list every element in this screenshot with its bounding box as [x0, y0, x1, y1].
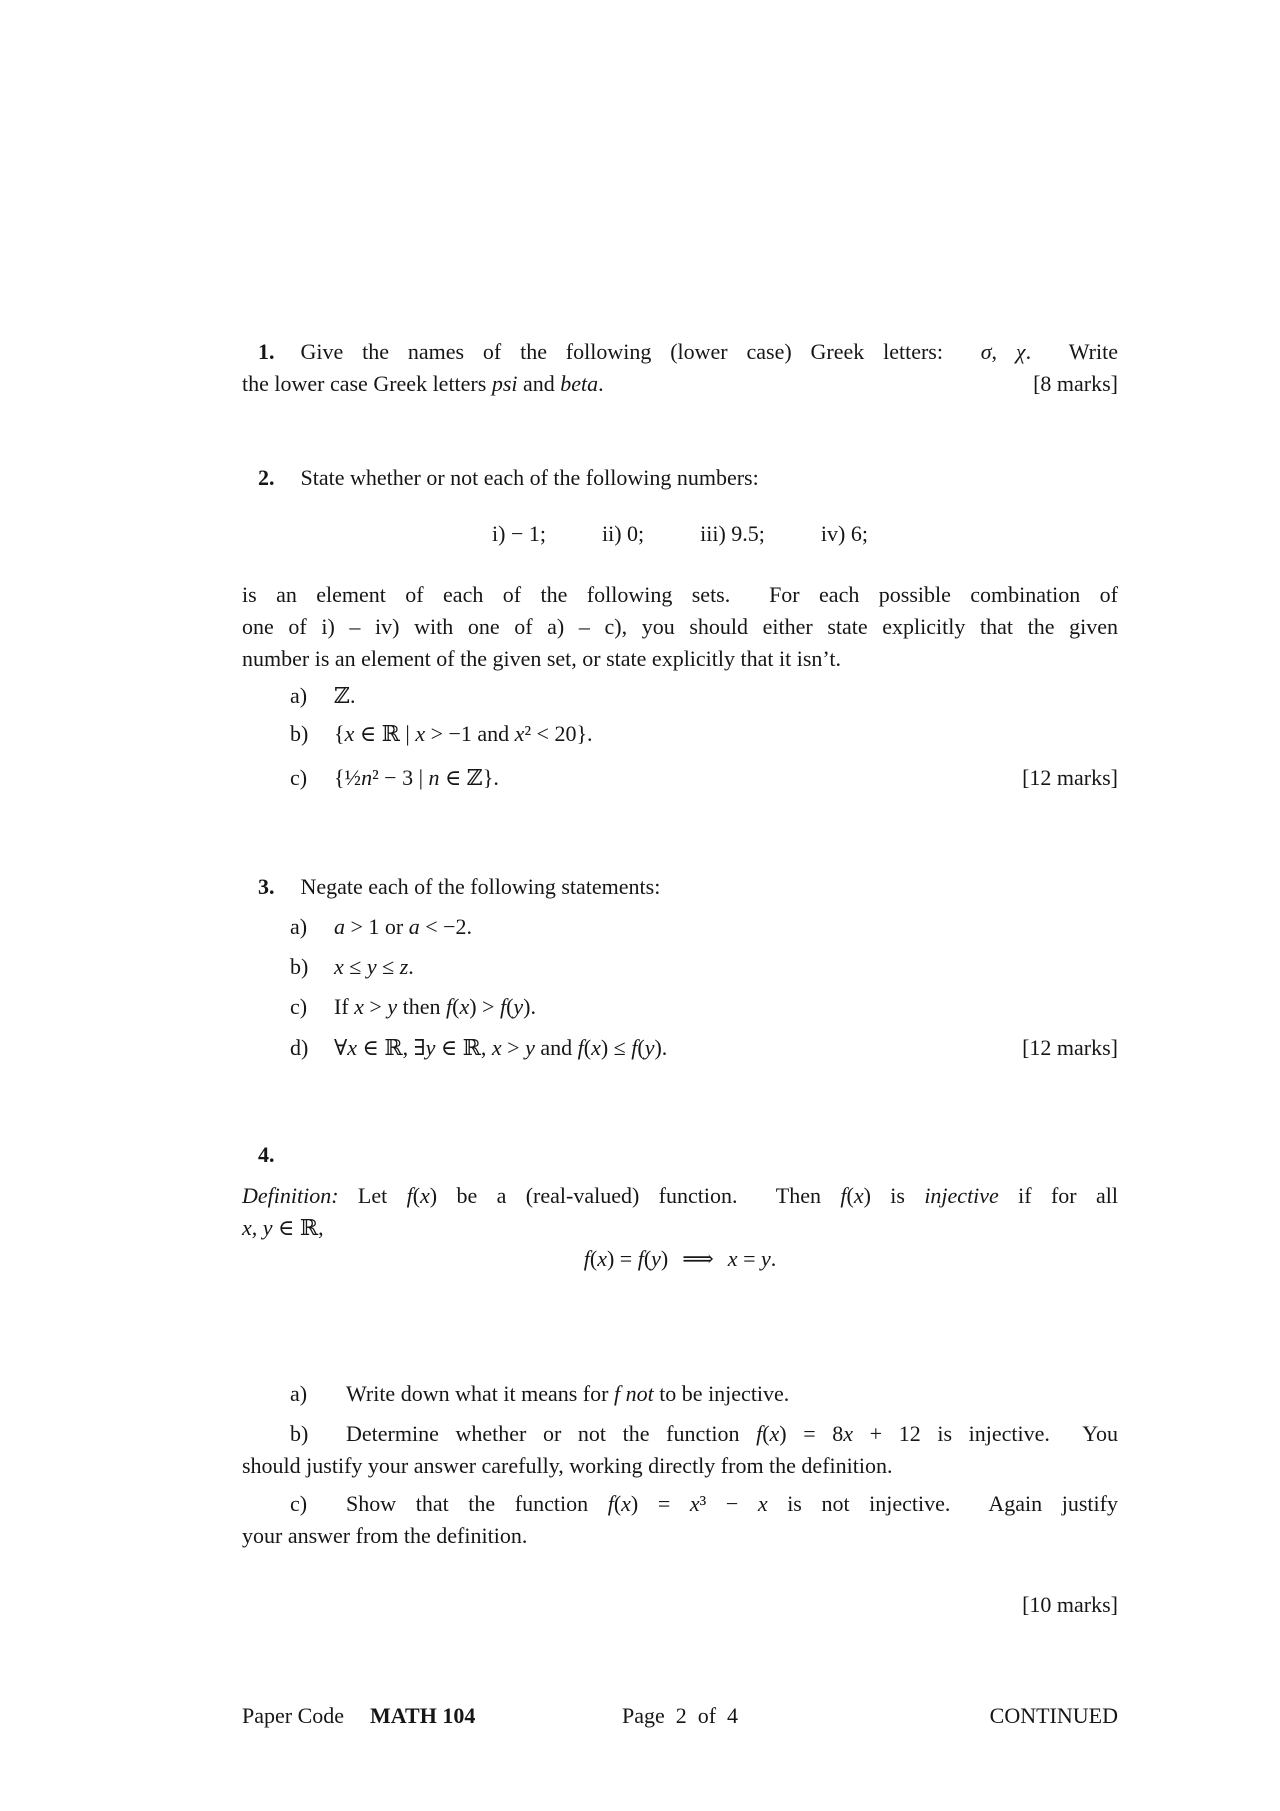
- page-indicator: Page 2 of 4: [621, 1703, 739, 1728]
- question-3-item-d: [242, 1032, 1118, 1064]
- item-text: [346, 1418, 1118, 1450]
- text-run: then: [397, 994, 446, 1019]
- text-run: f: [631, 1035, 638, 1060]
- item-text: [346, 1378, 1118, 1410]
- text-run: f: [577, 1035, 584, 1060]
- text-run: is not injective. Again justify: [767, 1491, 1118, 1516]
- text-run: and: [534, 1035, 578, 1060]
- text-run: y: [644, 1035, 655, 1060]
- question-3-item-a: [242, 911, 1118, 943]
- text-run: x: [491, 1035, 502, 1060]
- text-run: x: [334, 954, 344, 979]
- text-run: State whether or not each of the following numbers:: [300, 465, 759, 490]
- question-3-item-c: [242, 991, 1118, 1023]
- text-run: ² − 3 |: [372, 765, 429, 790]
- text-run: ) ≤: [600, 1035, 632, 1060]
- text-run: not: [625, 1381, 654, 1406]
- text-run: f: [446, 994, 453, 1019]
- question-1-marks-badge: [8 marks]: [1033, 371, 1118, 396]
- text-run: (: [506, 994, 514, 1019]
- text-run: 3.: [258, 874, 275, 899]
- text-run: ⟹: [682, 1246, 714, 1271]
- question-4-item-c-line-2: [242, 1520, 1118, 1552]
- item-label: c): [290, 994, 308, 1019]
- question-2-number-list: [242, 518, 1118, 550]
- text-run: ii) 0;: [601, 521, 645, 546]
- text-run: If: [334, 994, 355, 1019]
- text-run: (: [643, 1246, 652, 1271]
- text-run: f: [406, 1183, 413, 1208]
- text-run: x: [621, 1491, 631, 1516]
- text-run: + 12 is injective. You: [853, 1421, 1118, 1446]
- text-run: 1.: [258, 339, 275, 364]
- question-4-equation: [242, 1243, 1118, 1275]
- text-run: iii) 9.5;: [700, 521, 765, 546]
- text-run: y: [760, 1246, 771, 1271]
- text-run: f: [637, 1246, 644, 1271]
- item-label: b): [290, 721, 309, 746]
- text-run: x: [415, 721, 426, 746]
- text-run: ∈ ℝ, ∃: [357, 1035, 426, 1060]
- item-label: a): [290, 683, 308, 708]
- text-run: ∈ ℤ}.: [439, 765, 499, 790]
- item-text: [334, 718, 1118, 750]
- text-run: x: [727, 1246, 738, 1271]
- text-run: ) =: [606, 1246, 638, 1271]
- question-2-item-b: [242, 718, 1118, 750]
- item-text: [334, 680, 1118, 712]
- text-run: .: [408, 954, 414, 979]
- text-run: (: [637, 1035, 645, 1060]
- question-2-para-line-3: [242, 643, 1118, 675]
- text-run: σ: [980, 339, 992, 364]
- text-run: {½: [334, 765, 362, 790]
- text-run: (: [583, 1035, 592, 1060]
- text-run: x: [420, 1183, 430, 1208]
- text-run: ,: [991, 339, 1016, 364]
- text-run: (: [762, 1421, 770, 1446]
- paper-code-value: MATH 104: [370, 1703, 476, 1728]
- text-run: Determine whether or not the function: [346, 1421, 757, 1446]
- text-run: f: [840, 1183, 847, 1208]
- text-run: χ: [1015, 339, 1026, 364]
- text-run: 4.: [258, 1142, 275, 1167]
- text-run: > −1 and: [425, 721, 515, 746]
- question-4-marks-badge: [10 marks]: [1022, 1592, 1118, 1617]
- question-2-marks-badge: [12 marks]: [1022, 765, 1118, 790]
- text-run: ∈ ℝ,: [435, 1035, 492, 1060]
- text-run: a: [334, 914, 345, 939]
- item-text: [346, 1488, 1118, 1520]
- item-label: a): [290, 1381, 308, 1406]
- question-4-item-b-line-1: [242, 1418, 1118, 1450]
- text-run: beta: [560, 371, 599, 396]
- text-run: number is an element of the given set, or state explicitly that it isn’t.: [242, 646, 841, 671]
- question-3-heading: [242, 871, 1118, 903]
- text-run: psi: [491, 371, 518, 396]
- question-2-item-c: [242, 762, 1118, 794]
- text-run: should justify your answer carefully, working directly from the definition.: [242, 1453, 893, 1478]
- paper-code: [242, 1700, 475, 1732]
- text-run: .: [770, 1246, 777, 1271]
- text-run: Write down what it means for: [346, 1381, 614, 1406]
- text-run: iv) 6;: [820, 521, 868, 546]
- text-run: a: [408, 914, 420, 939]
- text-run: x: [344, 721, 355, 746]
- question-4-number: [242, 1139, 1118, 1171]
- text-run: to be injective.: [653, 1381, 790, 1406]
- item-label: a): [290, 914, 308, 939]
- text-run: Let: [338, 1183, 407, 1208]
- question-4-item-a: [242, 1378, 1118, 1410]
- text-run: f: [499, 994, 507, 1019]
- text-run: > 1 or: [345, 914, 409, 939]
- text-run: .: [598, 371, 604, 396]
- question-2-para-line-1: [242, 579, 1118, 611]
- text-run: x: [757, 1491, 768, 1516]
- question-2-para-line-2: [242, 611, 1118, 643]
- question-2-heading: [242, 462, 1118, 494]
- text-run: ) is: [863, 1183, 925, 1208]
- text-run: injective: [924, 1183, 999, 1208]
- text-run: z: [399, 954, 409, 979]
- text-run: y: [366, 954, 377, 979]
- item-label: b): [290, 1421, 309, 1446]
- question-2-item-a: [242, 680, 1118, 712]
- text-run: y: [513, 994, 524, 1019]
- text-run: >: [363, 994, 388, 1019]
- text-run: x: [769, 1421, 780, 1446]
- text-run: (: [613, 1491, 622, 1516]
- text-run: your answer from the definition.: [242, 1523, 528, 1548]
- question-3-marks-badge: [12 marks]: [1022, 1035, 1118, 1060]
- question-4-definition-line-1: [242, 1180, 1118, 1212]
- text-run: y: [425, 1035, 436, 1060]
- text-run: i) − 1;: [492, 521, 546, 546]
- text-run: ) = 8: [779, 1421, 844, 1446]
- text-run: n: [361, 765, 373, 790]
- text-run: ).: [523, 994, 536, 1019]
- text-run: . Write: [1025, 339, 1118, 364]
- text-run: and: [517, 371, 561, 396]
- question-4-definition-line-2: [242, 1212, 1118, 1244]
- text-run: (: [589, 1246, 598, 1271]
- item-text: [334, 911, 1118, 943]
- text-run: x: [354, 994, 364, 1019]
- text-run: (: [846, 1183, 854, 1208]
- item-text: [334, 762, 1002, 794]
- continued-label: CONTINUED: [989, 1703, 1118, 1728]
- text-run: ): [660, 1246, 669, 1271]
- question-4-item-c-line-1: [242, 1488, 1118, 1520]
- text-run: {: [334, 721, 345, 746]
- text-run: ∀: [334, 1035, 348, 1060]
- item-text: [334, 991, 1118, 1023]
- text-run: y: [651, 1246, 661, 1271]
- text-run: ) >: [469, 994, 500, 1019]
- paper-code-label: Paper Code: [242, 1703, 345, 1728]
- text-run: 2.: [258, 465, 275, 490]
- text-run: ³ −: [699, 1491, 758, 1516]
- text-run: ) =: [630, 1491, 690, 1516]
- text-run: (: [412, 1183, 421, 1208]
- text-run: f: [607, 1491, 614, 1516]
- text-run: ) be a (real-valued) function. Then: [429, 1183, 841, 1208]
- text-run: n: [428, 765, 440, 790]
- text-run: is an element of each of the following sets. For each possible combination of: [242, 582, 1118, 607]
- text-run: x: [853, 1183, 864, 1208]
- text-run: >: [501, 1035, 526, 1060]
- text-run: x, y: [242, 1215, 273, 1240]
- text-run: if for all: [998, 1183, 1118, 1208]
- text-run: ∈ ℝ |: [354, 721, 416, 746]
- text-run: ² < 20}.: [524, 721, 593, 746]
- text-run: f: [756, 1421, 763, 1446]
- text-run: one of i) – iv) with one of a) – c), you should either state explicitly that the given: [242, 614, 1118, 639]
- item-label: d): [290, 1035, 309, 1060]
- text-run: x: [459, 994, 470, 1019]
- item-label: c): [290, 1491, 308, 1516]
- text-run: y: [387, 994, 398, 1019]
- text-run: ∈ ℝ,: [272, 1215, 324, 1240]
- text-run: y: [525, 1035, 535, 1060]
- text-run: ).: [654, 1035, 668, 1060]
- text-run: f: [613, 1381, 621, 1406]
- question-4-item-b-line-2: [242, 1450, 1118, 1482]
- question-4-marks-line: [242, 1589, 1118, 1621]
- text-run: f: [583, 1246, 590, 1271]
- item-label: b): [290, 954, 309, 979]
- item-text: [334, 951, 1118, 983]
- text-run: (: [452, 994, 460, 1019]
- text-run: x: [689, 1491, 700, 1516]
- text-run: the lower case Greek letters: [242, 371, 492, 396]
- text-run: Show that the function: [346, 1491, 608, 1516]
- text-run: ℤ.: [334, 683, 356, 708]
- question-3-item-b: [242, 951, 1118, 983]
- text-run: Negate each of the following statements:: [300, 874, 661, 899]
- text-run: Give the names of the following (lower case) Greek letters:: [300, 339, 981, 364]
- text-run: x: [347, 1035, 358, 1060]
- item-label: c): [290, 765, 308, 790]
- item-text: [334, 1032, 1002, 1064]
- text-run: ≤: [376, 954, 400, 979]
- question-1-line-2: [242, 368, 1118, 400]
- text-run: x: [591, 1035, 601, 1060]
- question-1-line-2-text: [242, 368, 1013, 400]
- text-run: x: [597, 1246, 607, 1271]
- question-1-line-1: [242, 336, 1118, 368]
- text-run: Definition:: [242, 1183, 339, 1208]
- text-run: =: [737, 1246, 761, 1271]
- text-run: x: [514, 721, 525, 746]
- text-run: < −2.: [419, 914, 473, 939]
- text-run: x: [843, 1421, 854, 1446]
- footer: [242, 1700, 1118, 1732]
- text-run: ≤: [343, 954, 367, 979]
